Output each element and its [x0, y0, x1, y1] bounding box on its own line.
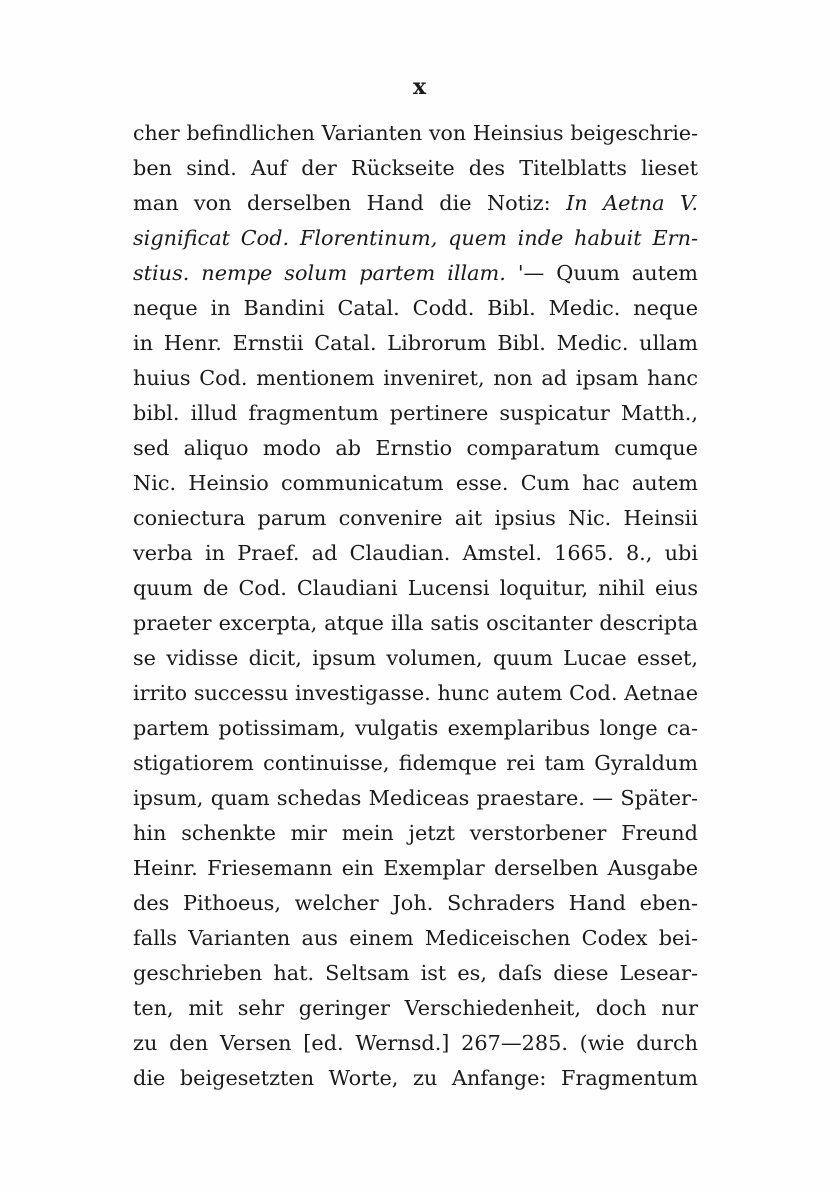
- text-line: [133, 1026, 698, 1061]
- text-line: [133, 746, 698, 781]
- text-line: [133, 956, 698, 991]
- line-text: Heinr. Friesemann ein Exemplar derselben Ausgabe: [133, 856, 698, 880]
- body-text: [133, 116, 698, 1096]
- text-line: [133, 116, 698, 151]
- text-line: [133, 186, 698, 221]
- line-text: praeter excerpta, atque illa satis oscitanter descripta: [133, 611, 698, 635]
- text-line: [133, 466, 698, 501]
- text-line: [133, 816, 698, 851]
- line-text: coniectura parum convenire ait ipsius Nic. Heinsii: [133, 506, 698, 530]
- text-line: [133, 396, 698, 431]
- line-italic-text: significat Cod. Florentinum, quem inde habuit Ern-: [133, 226, 698, 250]
- text-line: [133, 711, 698, 746]
- line-text: falls Varianten aus einem Mediceischen Codex bei-: [133, 926, 698, 950]
- text-line: [133, 536, 698, 571]
- line-text: in Henr. Ernstii Catal. Librorum Bibl. Medic. ullam: [133, 331, 698, 355]
- text-line: [133, 151, 698, 186]
- line-text: Nic. Heinsio communicatum esse. Cum hac autem: [133, 471, 698, 495]
- line-text: hin schenkte mir mein jetzt verstorbener Freund: [133, 821, 698, 845]
- line-text: verba in Praef. ad Claudian. Amstel. 1665. 8., ubi: [133, 541, 698, 565]
- line-text: ipsum, quam schedas Mediceas praestare. — Später-: [133, 786, 698, 810]
- line-text: zu den Versen [ed. Wernsd.] 267—285. (wie durch: [133, 1031, 698, 1055]
- text-line: [133, 676, 698, 711]
- line-text: huius Cod. mentionem inveniret, non ad ipsam hanc: [133, 366, 698, 390]
- line-text: irrito successu investigasse. hunc autem Cod. Aetnae: [133, 681, 698, 705]
- text-line: [133, 256, 698, 291]
- line-text: die beigesetzten Worte, zu Anfange: Fragmentum: [133, 1066, 698, 1090]
- text-line: [133, 221, 698, 256]
- line-text: quum de Cod. Claudiani Lucensi loquitur, nihil eius: [133, 576, 698, 600]
- text-line: [133, 1061, 698, 1096]
- text-line: [133, 851, 698, 886]
- line-text: stigatiorem continuisse, fidemque rei tam Gyraldum: [133, 751, 698, 775]
- line-italic-text: In Aetna V.: [566, 191, 698, 215]
- page-number: x: [412, 74, 428, 100]
- text-line: [133, 361, 698, 396]
- text-line: [133, 991, 698, 1026]
- text-line: [133, 921, 698, 956]
- text-line: [133, 571, 698, 606]
- text-line: [133, 291, 698, 326]
- text-line: [133, 886, 698, 921]
- line-text: man von derselben Hand die Notiz:: [133, 191, 551, 215]
- line-italic-text: stius. nempe solum partem illam.: [133, 261, 506, 285]
- line-text: se vidisse dicit, ipsum volumen, quum Lucae esset,: [133, 646, 698, 670]
- line-text: bibl. illud fragmentum pertinere suspicatur Matth.,: [133, 401, 698, 425]
- line-text: ben sind. Auf der Rückseite des Titelblatts lieset: [133, 156, 698, 180]
- line-text: ten, mit sehr geringer Verschiedenheit, doch nur: [133, 996, 698, 1020]
- line-text: '— Quum autem: [517, 261, 698, 285]
- text-line: [133, 326, 698, 361]
- text-line: [133, 431, 698, 466]
- line-text: partem potissimam, vulgatis exemplaribus longe ca-: [133, 716, 698, 740]
- line-text: des Pithoeus, welcher Joh. Schraders Hand eben-: [133, 891, 698, 915]
- text-line: [133, 606, 698, 641]
- text-line: [133, 501, 698, 536]
- text-line: [133, 641, 698, 676]
- text-line: [133, 781, 698, 816]
- line-text: cher befindlichen Varianten von Heinsius beigeschrie-: [133, 121, 698, 145]
- line-text: neque in Bandini Catal. Codd. Bibl. Medic. neque: [133, 296, 698, 320]
- line-text: geschrieben hat. Seltsam ist es, daſs diese Lesear-: [133, 961, 698, 985]
- line-text: sed aliquo modo ab Ernstio comparatum cumque: [133, 436, 698, 460]
